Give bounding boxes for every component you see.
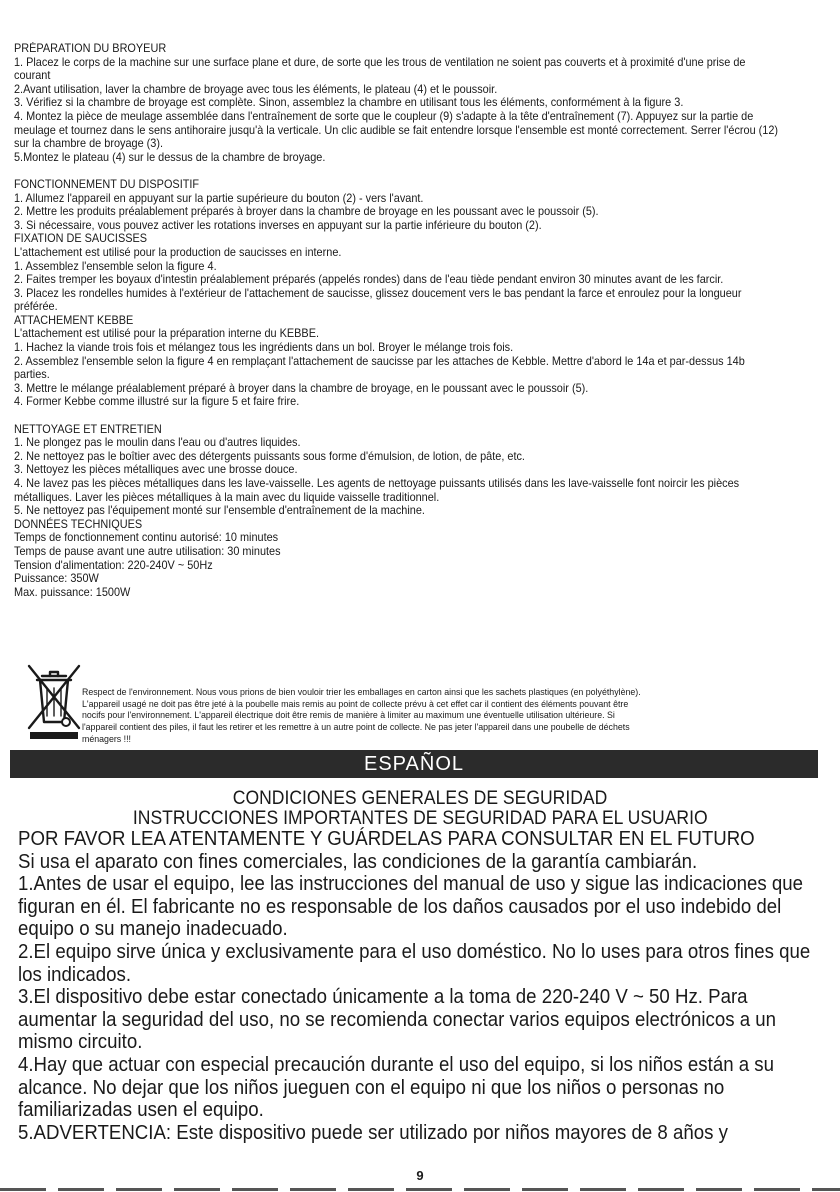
spanish-item: 1.Antes de usar el equipo, lee las instrucciones del manual de uso y sigue las indicaciones que figuran en él. El fabricante no es responsable de los daños causados por el uso indebido del equipo o su manejo inadecuado. [18, 872, 804, 941]
sausage-item: 1. Assemblez l'ensemble selon la figure 4. [14, 259, 217, 273]
cleaning-heading: NETTOYAGE ET ENTRETIEN [14, 422, 162, 436]
spanish-title [0, 787, 840, 809]
sausage-item: L'attachement est utilisé pour la production de saucisses en interne. [14, 245, 342, 259]
operation-item: 3. Si nécessaire, vous pouvez activer les rotations inverses en appuyant sur la partie inférieure du bouton (2). [14, 218, 542, 232]
kebbe-heading: ATTACHEMENT KEBBE [14, 313, 134, 327]
tech-item: Temps de pause avant une autre utilisation: 30 minutes [14, 544, 281, 558]
crossed-out-wheelie-bin-icon [26, 662, 82, 742]
cleaning-item: 4. Ne lavez pas les pièces métalliques dans les lave-vaisselle. Les agents de nettoyage puissants utilisés dans les lave-vaisselle font noircir les pièces métalliques. Laver les pièces métalliques à la main avec du liquide vaisselle traditionnel. [14, 477, 740, 504]
environment-line: Respect de l'environnement. Nous vous prions de bien vouloir trier les emballages en carton ainsi que les sachets plastiques (en polyéthylène). [82, 686, 641, 697]
spacer [14, 409, 779, 423]
prep-item: 5.Montez le plateau (4) sur le dessus de la chambre de broyage. [14, 150, 326, 164]
spanish-item: 3.El dispositivo debe estar conectado únicamente a la toma de 220-240 V ~ 50 Hz. Para aumentar la seguridad del uso, no se recomienda conectar varios equipos electrónicos a un mismo circuito. [18, 985, 777, 1054]
cleaning-item: 3. Nettoyez les pièces métalliques avec une brosse douce. [14, 463, 298, 477]
kebbe-item: 3. Mettre le mélange préalablement préparé à broyer dans la chambre de broyage, en le poussant avec le poussoir (5). [14, 381, 589, 395]
spanish-subtitle [0, 807, 840, 829]
environment-text [82, 686, 834, 745]
spanish-title-text: CONDICIONES GENERALES DE SEGURIDAD [232, 787, 608, 809]
tech-heading: DONNÉES TECHNIQUES [14, 517, 143, 531]
cleaning-item: 2. Ne nettoyez pas le boîtier avec des détergents puissants sous forme d'émulsion, de lotion, de pâte, etc. [14, 449, 525, 463]
spanish-item: 4.Hay que actuar con especial precaución durante el uso del equipo, si los niños están a su alcance. No dejar que los niños jueguen con el equipo ni que los niños o personas no familiarizadas usen el equipo. [18, 1052, 775, 1122]
spanish-subtitle-text: INSTRUCCIONES IMPORTANTES DE SEGURIDAD PARA EL USUARIO [132, 807, 708, 829]
kebbe-item: 2. Assemblez l'ensemble selon la figure 4 en remplaçant l'attachement de saucisse par les attaches de Kebble. Mettre d'abord le 14a et par-dessus 14b parties. [14, 354, 745, 382]
spanish-intro: POR FAVOR LEA ATENTAMENTE Y GUÁRDELAS PARA CONSULTAR EN EL FUTURO [18, 827, 755, 850]
prep-heading: PRÉPARATION DU BROYEUR [14, 42, 167, 55]
operation-item: 1. Allumez l'appareil en appuyant sur la partie supérieure du bouton (2) - vers l'avant. [14, 191, 424, 205]
prep-item: 4. Montez la pièce de meulage assemblée dans l'entraînement de sorte que le coupleur (9) s'adapte à la tête d'entraînement (7). Appuyez sur la partie de meulage et tournez dans le sens antihoraire jusqu'à la verticale. Un clic audible se fait entendre lorsque l'ensemble est monté correctement. Serrer l'écrou (12) sur la chambre de broyage (3). [14, 109, 779, 151]
prep-item: 3. Vérifiez si la chambre de broyage est complète. Sinon, assemblez la chambre en utilisant tous les éléments, conformément à la figure 3. [14, 96, 684, 110]
environment-line: l'appareil contient des piles, il faut les retirer et les remettre à un autre point de collecte. Ne pas jeter l'appareil dans une poubelle de déchets [82, 721, 630, 733]
french-section [14, 42, 779, 599]
bottom-rule [0, 1188, 840, 1191]
prep-item: 2.Avant utilisation, laver la chambre de broyage avec tous les éléments, le plateau (4) et le poussoir. [14, 82, 498, 96]
environment-line: ménagers !!! [82, 732, 131, 744]
operation-item: 2. Mettre les produits préalablement préparés à broyer dans la chambre de broyage en les poussant avec le poussoir (5). [14, 205, 599, 219]
kebbe-item: 1. Hachez la viande trois fois et mélangez tous les ingrédients dans un bol. Broyer le mélange trois fois. [14, 341, 514, 355]
spanish-body [18, 828, 819, 1144]
environment-line: nocifs pour l'environnement. L'appareil électrique doit être remis de manière à limiter au maximum une éventuelle utilisation ultérieure. Si [82, 709, 615, 721]
environment-line: L'appareil usagé ne doit pas être jeté à la poubelle mais remis au point de collecte prévu à cet effet car il contient des éléments pouvant être [82, 697, 629, 709]
kebbe-item: L'attachement est utilisé pour la préparation interne du KEBBE. [14, 327, 320, 341]
tech-item: Temps de fonctionnement continu autorisé: 10 minutes [14, 531, 279, 545]
environment-notice [18, 662, 818, 750]
spanish-intro: Si usa el aparato con fines comerciales, las condiciones de la garantía cambiarán. [18, 849, 698, 873]
sausage-heading: FIXATION DE SAUCISSES [14, 232, 148, 246]
cleaning-item: 1. Ne plongez pas le moulin dans l'eau ou d'autres liquides. [14, 436, 301, 450]
page-number: 9 [416, 1168, 424, 1183]
prep-item: 1. Placez le corps de la machine sur une surface plane et dure, de sorte que les trous de ventilation ne soient pas couverts et à proximité d'une prise de courant [14, 55, 746, 83]
spacer [14, 164, 779, 178]
sausage-item: 3. Placez les rondelles humides à l'extérieur de l'attachement de saucisse, glissez doucement vers le bas pendant la farce et enroulez pour la longueur préférée. [14, 286, 742, 314]
spanish-item: 2.El equipo sirve única y exclusivamente para el uso doméstico. No lo uses para otros fines que los indicados. [18, 939, 811, 986]
tech-item: Puissance: 350W [14, 572, 99, 586]
language-banner: ESPAÑOL [10, 750, 818, 778]
tech-item: Max. puissance: 1500W [14, 585, 131, 599]
sausage-item: 2. Faites tremper les boyaux d'intestin préalablement préparés (appelés rondes) dans de l'eau tiède pendant environ 30 minutes avant de les farcir. [14, 273, 724, 287]
operation-heading: FONCTIONNEMENT DU DISPOSITIF [14, 177, 200, 191]
cleaning-item: 5. Ne nettoyez pas l'équipement monté sur l'ensemble d'entraînement de la machine. [14, 504, 425, 518]
spanish-item: 5.ADVERTENCIA: Este dispositivo puede ser utilizado por niños mayores de 8 años y [18, 1120, 728, 1144]
tech-item: Tension d'alimentation: 220-240V ~ 50Hz [14, 558, 213, 572]
kebbe-item: 4. Former Kebbe comme illustré sur la figure 5 et faire frire. [14, 395, 300, 409]
